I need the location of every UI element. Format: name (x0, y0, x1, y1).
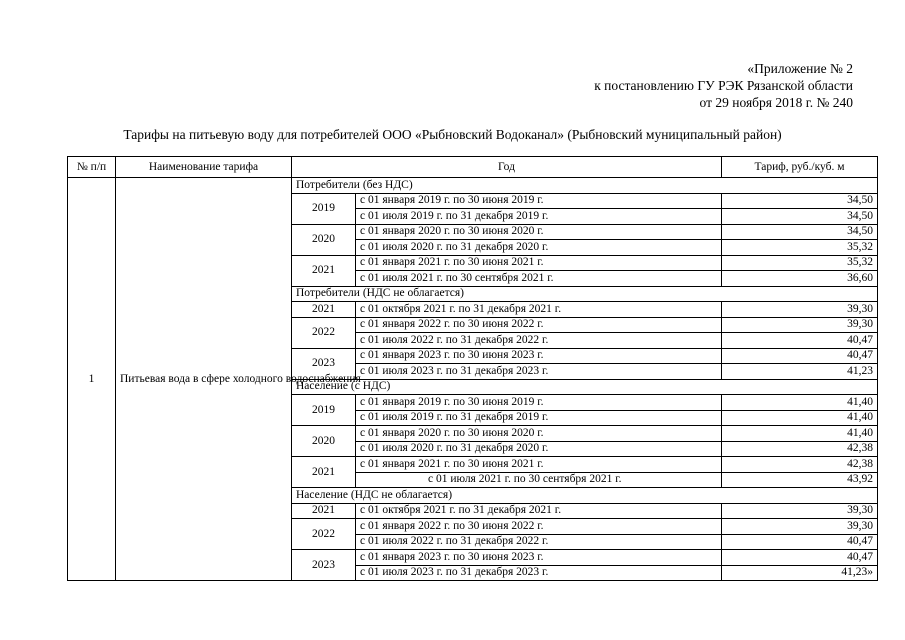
group-label: Население (НДС не облагается) (292, 488, 878, 504)
appendix-header (594, 60, 853, 111)
year-cell: 2021 (292, 302, 356, 318)
tariff-value-cell: 39,30 (722, 503, 878, 519)
period-cell: с 01 января 2021 г. по 30 июня 2021 г. (356, 255, 722, 271)
period-cell: с 01 января 2021 г. по 30 июня 2021 г. (356, 457, 722, 473)
year-cell: 2021 (292, 457, 356, 488)
tariff-name: Питьевая вода в сфере холодного водоснабжения (116, 178, 292, 581)
period-cell: с 01 января 2022 г. по 30 июня 2022 г. (356, 519, 722, 535)
group-label: Потребители (НДС не облагается) (292, 286, 878, 302)
tariff-value-cell: 43,92 (722, 472, 878, 488)
row-number: 1 (68, 178, 116, 581)
year-cell: 2022 (292, 317, 356, 348)
year-cell: 2021 (292, 255, 356, 286)
tariff-value-cell: 39,30 (722, 302, 878, 318)
period-cell: с 01 января 2020 г. по 30 июня 2020 г. (356, 426, 722, 442)
tariff-value-cell: 41,40 (722, 410, 878, 426)
period-cell: с 01 июля 2021 г. по 30 сентября 2021 г. (356, 271, 722, 287)
period-cell: с 01 июля 2023 г. по 31 декабря 2023 г. (356, 364, 722, 380)
tariff-value-cell: 39,30 (722, 317, 878, 333)
tariff-value-cell: 39,30 (722, 519, 878, 535)
group-row (68, 178, 878, 194)
period-cell: с 01 октября 2021 г. по 31 декабря 2021 г. (356, 503, 722, 519)
document-title: Тарифы на питьевую воду для потребителей ООО «Рыбновский Водоканал» (Рыбновский муниципальный район) (123, 127, 782, 142)
table-body (68, 178, 878, 581)
appendix-line-1: «Приложение № 2 (747, 61, 853, 76)
year-cell: 2021 (292, 503, 356, 519)
period-cell: с 01 января 2019 г. по 30 июня 2019 г. (356, 193, 722, 209)
period-cell: с 01 января 2022 г. по 30 июня 2022 г. (356, 317, 722, 333)
group-label: Потребители (без НДС) (292, 178, 878, 194)
tariff-value-cell: 40,47 (722, 348, 878, 364)
period-cell: с 01 июля 2022 г. по 31 декабря 2022 г. (356, 534, 722, 550)
period-cell: с 01 января 2023 г. по 30 июня 2023 г. (356, 348, 722, 364)
period-cell: с 01 июля 2020 г. по 31 декабря 2020 г. (356, 441, 722, 457)
tariff-value-cell: 35,32 (722, 240, 878, 256)
period-cell: с 01 января 2020 г. по 30 июня 2020 г. (356, 224, 722, 240)
tariff-value-cell: 42,38 (722, 457, 878, 473)
tariff-table (67, 156, 878, 581)
tariff-value-cell: 34,50 (722, 209, 878, 225)
period-cell: с 01 июля 2020 г. по 31 декабря 2020 г. (356, 240, 722, 256)
year-cell: 2019 (292, 193, 356, 224)
year-cell: 2023 (292, 550, 356, 581)
tariff-value-cell: 40,47 (722, 550, 878, 566)
period-cell: с 01 октября 2021 г. по 31 декабря 2021 г. (356, 302, 722, 318)
year-cell: 2023 (292, 348, 356, 379)
column-header-tariff-name: Наименование тарифа (116, 157, 292, 178)
tariff-value-cell: 36,60 (722, 271, 878, 287)
tariff-value-cell: 41,40 (722, 426, 878, 442)
tariff-value-cell: 41,23» (722, 565, 878, 581)
period-cell: с 01 января 2019 г. по 30 июня 2019 г. (356, 395, 722, 411)
tariff-value-cell: 40,47 (722, 534, 878, 550)
tariff-value-cell: 41,23 (722, 364, 878, 380)
appendix-line-2: к постановлению ГУ РЭК Рязанской области (594, 78, 853, 93)
column-header-number: № п/п (68, 157, 116, 178)
year-cell: 2020 (292, 224, 356, 255)
period-cell: с 01 июля 2019 г. по 31 декабря 2019 г. (356, 410, 722, 426)
column-header-year: Год (292, 157, 722, 178)
period-cell: с 01 июля 2022 г. по 31 декабря 2022 г. (356, 333, 722, 349)
tariff-value-cell: 40,47 (722, 333, 878, 349)
tariff-value-cell: 34,50 (722, 224, 878, 240)
appendix-line-3: от 29 ноября 2018 г. № 240 (699, 95, 853, 110)
tariff-value-cell: 35,32 (722, 255, 878, 271)
period-cell: с 01 июля 2023 г. по 31 декабря 2023 г. (356, 565, 722, 581)
tariff-value-cell: 42,38 (722, 441, 878, 457)
year-cell: 2022 (292, 519, 356, 550)
tariff-value-cell: 34,50 (722, 193, 878, 209)
group-label: Население (с НДС) (292, 379, 878, 395)
period-cell: с 01 июля 2021 г. по 30 сентября 2021 г. (356, 472, 722, 488)
period-cell: с 01 июля 2019 г. по 31 декабря 2019 г. (356, 209, 722, 225)
period-cell: с 01 января 2023 г. по 30 июня 2023 г. (356, 550, 722, 566)
year-cell: 2020 (292, 426, 356, 457)
year-cell: 2019 (292, 395, 356, 426)
column-header-tariff-value: Тариф, руб./куб. м (722, 157, 878, 178)
table-header-row (68, 157, 878, 178)
tariff-value-cell: 41,40 (722, 395, 878, 411)
